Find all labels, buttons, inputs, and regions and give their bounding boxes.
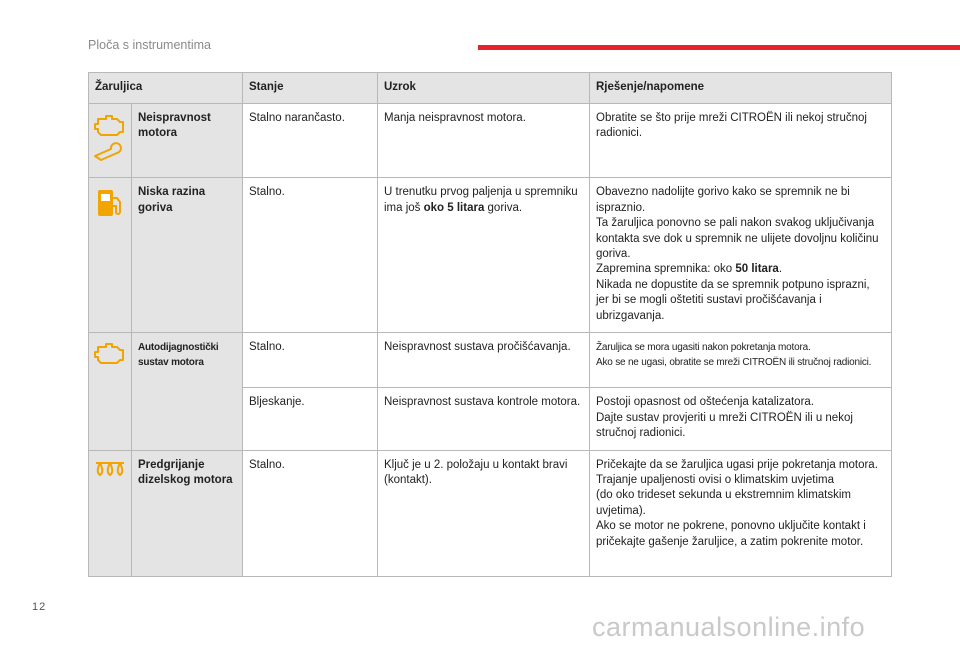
icon-cell <box>89 450 132 576</box>
header-rjesenje: Rješenje/napomene <box>590 73 892 104</box>
icon-cell <box>89 178 132 333</box>
rjesenje-line: Ako se motor ne pokrene, ponovno uključite kontakt i pričekajte gašenje žaruljice, a zatim pokrenite motor. <box>596 520 866 548</box>
stanje-cell: Stalno. <box>243 450 378 576</box>
rjesenje-cell: Obratite se što prije mreži CITROËN ili nekoj stručnoj radionici. <box>590 104 892 178</box>
section-title: Ploča s instrumentima <box>88 38 211 52</box>
rjesenje-line: Žaruljica se mora ugasiti nakon pokretanja motora. <box>596 342 811 354</box>
rjesenje-emphasis: 50 litara <box>735 263 779 276</box>
table-row <box>89 104 892 178</box>
table-row <box>89 178 892 333</box>
lamp-name: Niska razina goriva <box>132 178 243 333</box>
engine-wrench-icon <box>92 112 128 164</box>
icon-cell <box>89 333 132 450</box>
rjesenje-text: Zapremina spremnika: oko <box>596 263 736 276</box>
rjesenje-line: Nikada ne dopustite da se spremnik potpuno isprazni, jer bi se mogli oštetiti sustavi pročišćavanja i ubrizgavanja. <box>596 278 870 322</box>
rjesenje-text: . <box>778 263 783 276</box>
rjesenje-line: Pričekajte da se žaruljica ugasi prije pokretanja motora. <box>596 458 878 471</box>
uzrok-text: goriva. <box>484 201 523 214</box>
uzrok-cell: Manja neispravnost motora. <box>378 104 590 178</box>
rjesenje-cell <box>590 450 892 576</box>
glow-plug-icon <box>94 459 126 479</box>
page-number: 12 <box>32 601 47 613</box>
uzrok-emphasis: oko 5 litara <box>423 201 485 214</box>
rjesenje-line: Postoji opasnost od oštećenja katalizatora. <box>596 396 814 409</box>
rjesenje-line: Obavezno nadolijte gorivo kako se spremnik ne bi ispraznio. <box>596 186 850 214</box>
rjesenje-cell <box>590 388 892 450</box>
uzrok-cell <box>378 178 590 333</box>
lamp-name: Neispravnost motora <box>132 104 243 178</box>
uzrok-cell: Ključ je u 2. položaju u kontakt bravi (kontakt). <box>378 450 590 576</box>
rjesenje-line: Ako se ne ugasi, obratite se mreži CITROËN ili stručnoj radionici. <box>596 357 872 369</box>
watermark: carmanualsonline.info <box>592 612 866 642</box>
rjesenje-line: Dajte sustav provjeriti u mreži CITROËN ili u nekoj stručnoj radionici. <box>596 411 853 440</box>
header-accent-bar <box>478 45 960 50</box>
rjesenje-cell <box>590 178 892 333</box>
uzrok-cell: Neispravnost sustava pročišćavanja. <box>378 333 590 388</box>
rjesenje-line <box>596 262 885 277</box>
stanje-cell: Stalno narančasto. <box>243 104 378 178</box>
rjesenje-line: (do oko trideset sekunda u ekstremnim klimatskim uvjetima). <box>596 489 852 517</box>
engine-icon <box>92 341 128 367</box>
fuel-pump-icon <box>95 186 125 220</box>
stanje-cell: Stalno. <box>243 333 378 388</box>
rjesenje-cell <box>590 333 892 388</box>
rjesenje-line: Ta žaruljica ponovno se pali nakon svakog uključivanja kontakta sve dok u spremnik ne ulijete dovoljnu količinu goriva. <box>596 217 879 261</box>
header-uzrok: Uzrok <box>378 73 590 104</box>
lamp-name: Autodijagnostički sustav motora <box>132 333 243 450</box>
rjesenje-line: Trajanje upaljenosti ovisi o klimatskim uvjetima <box>596 474 834 487</box>
warning-lamps-table <box>88 72 892 577</box>
header-stanje: Stanje <box>243 73 378 104</box>
table-row <box>89 450 892 576</box>
stanje-cell: Bljeskanje. <box>243 388 378 450</box>
uzrok-text: U trenutku prvog paljenja u spremniku ima još <box>384 186 578 214</box>
uzrok-cell: Neispravnost sustava kontrole motora. <box>378 388 590 450</box>
table-row <box>89 333 892 388</box>
stanje-cell: Stalno. <box>243 178 378 333</box>
icon-cell <box>89 104 132 178</box>
lamp-name: Predgrijanje dizelskog motora <box>132 450 243 576</box>
header-zaruljica: Žaruljica <box>89 73 243 104</box>
table-header-row <box>89 73 892 104</box>
